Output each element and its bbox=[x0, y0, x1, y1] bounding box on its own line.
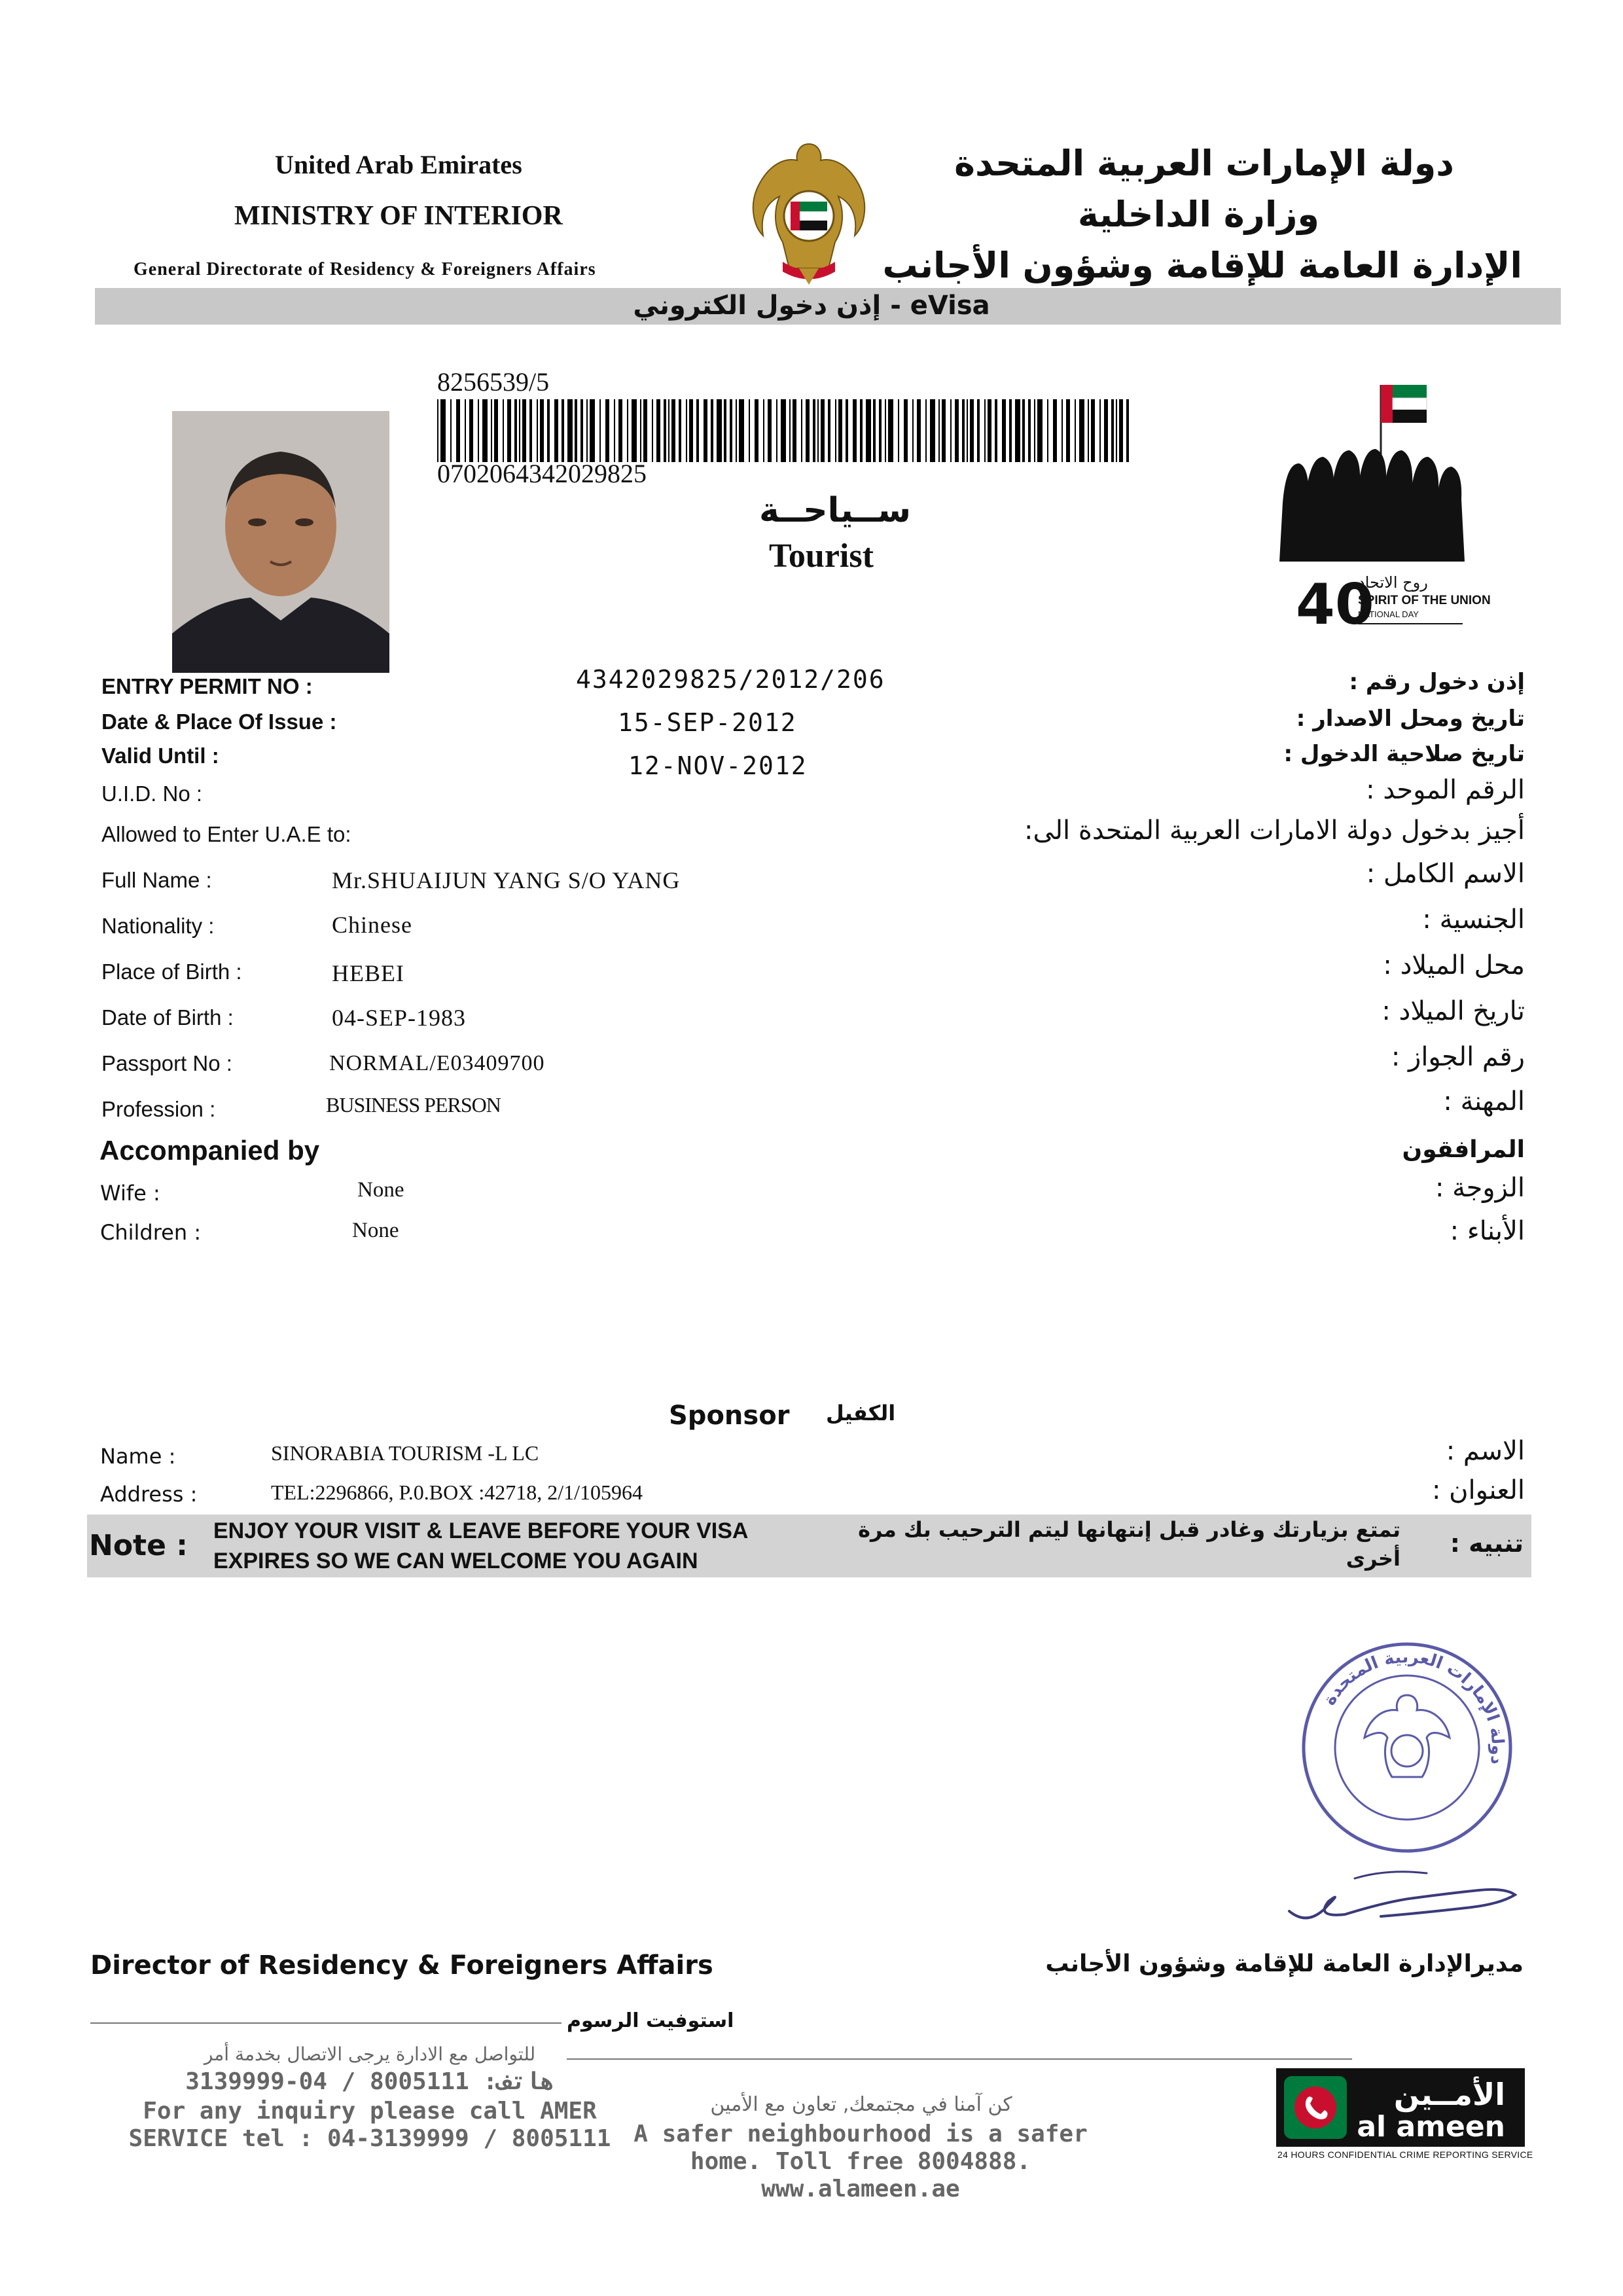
passport-label-ar: رقم الجواز : bbox=[1391, 1042, 1525, 1072]
barcode-bar bbox=[567, 399, 573, 462]
wife-value: None bbox=[357, 1178, 404, 1202]
note-label-ar: تنبيه : bbox=[1450, 1529, 1524, 1558]
barcode-bar bbox=[755, 399, 758, 462]
barcode-bar bbox=[711, 399, 713, 462]
children-value: None bbox=[352, 1219, 399, 1242]
spirit-arabic: روح الاتحاد bbox=[1358, 573, 1428, 592]
wife-label-ar: الزوجة : bbox=[1435, 1173, 1525, 1203]
barcode-bar bbox=[860, 399, 863, 462]
barcode-bar bbox=[1022, 399, 1025, 462]
barcode-bar bbox=[586, 399, 588, 462]
barcode-bar bbox=[988, 399, 991, 462]
barcode-bar bbox=[736, 399, 737, 462]
barcode-bar bbox=[806, 399, 810, 462]
barcode-top-number: 8256539/5 bbox=[437, 367, 550, 397]
alameen-logo bbox=[1276, 2068, 1525, 2147]
barcode-bar bbox=[1075, 399, 1076, 462]
sponsor-title: Sponsor bbox=[669, 1401, 790, 1431]
barcode-bar bbox=[537, 399, 538, 462]
barcode-bar bbox=[1091, 399, 1095, 462]
barcode-bar bbox=[763, 399, 764, 462]
barcode-bar bbox=[671, 399, 675, 462]
children-label: Children : bbox=[100, 1220, 202, 1245]
accompanied-title: Accompanied by bbox=[99, 1135, 320, 1166]
accompanied-title-ar: المرافقون bbox=[1402, 1136, 1525, 1163]
sponsor-name-label-ar: الاسم : bbox=[1446, 1436, 1525, 1466]
director-title: Director of Residency & Foreigners Affairs bbox=[90, 1950, 713, 1981]
barcode-bar bbox=[482, 399, 488, 462]
header-ministry-en: MINISTRY OF INTERIOR bbox=[234, 201, 563, 231]
uae-emblem-icon bbox=[743, 137, 874, 288]
spirit-of-the-union-logo bbox=[1276, 372, 1491, 647]
barcode-bar bbox=[739, 399, 744, 462]
barcode-bar bbox=[938, 399, 940, 462]
stamp-ring-text: دولة الإمارات العربية المتحدة bbox=[1319, 1647, 1508, 1767]
barcode-bar bbox=[1088, 399, 1089, 462]
barcode-bar bbox=[632, 399, 637, 462]
header-directorate-en: General Directorate of Residency & Foreigners Affairs bbox=[134, 259, 596, 279]
full-name-label-ar: الاسم الكامل : bbox=[1366, 859, 1525, 889]
barcode-bar bbox=[912, 399, 914, 462]
entry-permit-label: ENTRY PERMIT NO : bbox=[101, 674, 313, 698]
barcode-bar bbox=[930, 399, 935, 462]
director-title-ar: مديرالإدارة العامة للإقامة وشؤون الأجانب bbox=[1045, 1950, 1524, 1977]
issue-date-value: 15-SEP-2012 bbox=[618, 708, 797, 737]
barcode-bar bbox=[1002, 399, 1006, 462]
valid-until-label: Valid Until : bbox=[101, 744, 219, 768]
passport-label: Passport No : bbox=[101, 1051, 232, 1075]
barcode-bar bbox=[977, 399, 980, 462]
alameen-slogan-ar: كن آمنا في مجتمعك, تعاون مع الأمين bbox=[710, 2093, 1012, 2116]
barcode-bar bbox=[873, 399, 876, 462]
barcode-bar bbox=[562, 399, 564, 462]
barcode-bar bbox=[853, 399, 857, 462]
barcode-bar bbox=[793, 399, 796, 462]
barcode-bar bbox=[529, 399, 532, 462]
barcode-bar bbox=[656, 399, 660, 462]
valid-until-value: 12-NOV-2012 bbox=[628, 751, 808, 780]
barcode-bar bbox=[925, 399, 927, 462]
barcode-bar bbox=[575, 399, 577, 462]
barcode-image bbox=[437, 399, 1136, 462]
barcode-bar bbox=[879, 399, 882, 462]
barcode-bar bbox=[1104, 399, 1108, 462]
spirit-subtext: NATIONAL DAY bbox=[1358, 609, 1419, 619]
barcode-bar bbox=[904, 399, 908, 462]
profession-label: Profession : bbox=[101, 1097, 216, 1121]
barcode-bar bbox=[866, 399, 871, 462]
issue-date-label: Date & Place Of Issue : bbox=[101, 709, 337, 734]
barcode-bar bbox=[962, 399, 965, 462]
barcode-bar bbox=[749, 399, 750, 462]
barcode-bar bbox=[1111, 399, 1114, 462]
note-label: Note : bbox=[89, 1529, 188, 1562]
barcode-bar bbox=[724, 399, 726, 462]
barcode-bar bbox=[1099, 399, 1101, 462]
profession-value: BUSINESS PERSON bbox=[326, 1093, 501, 1117]
barcode-bar bbox=[838, 399, 842, 462]
barcode-bar bbox=[942, 399, 946, 462]
children-label-ar: الأبناء : bbox=[1450, 1216, 1525, 1246]
allowed-label-ar: أجيز بدخول دولة الامارات العربية المتحدة الى: bbox=[1024, 816, 1525, 846]
footer-divider-right bbox=[567, 2058, 1352, 2060]
barcode-bar bbox=[1061, 399, 1063, 462]
date-of-birth-label: Date of Birth : bbox=[101, 1005, 234, 1030]
alameen-logo-en: al ameen bbox=[1357, 2110, 1505, 2144]
barcode-bar bbox=[1066, 399, 1070, 462]
note-text-line2: EXPIRES SO WE CAN WELCOME YOU AGAIN bbox=[213, 1549, 698, 1573]
sponsor-address-label: Address : bbox=[100, 1482, 198, 1507]
spirit-text: SPIRIT OF THE UNION bbox=[1358, 594, 1491, 607]
barcode-bar bbox=[828, 399, 830, 462]
barcode-bar bbox=[801, 399, 802, 462]
issue-date-label-ar: تاريخ ومحل الاصدار : bbox=[1296, 706, 1525, 732]
barcode-bar bbox=[1126, 399, 1129, 462]
barcode-bar bbox=[1079, 399, 1084, 462]
director-signature bbox=[1283, 1865, 1525, 1931]
footer-divider-left bbox=[90, 2022, 562, 2024]
barcode-bar bbox=[817, 399, 819, 462]
barcode-bar bbox=[1047, 399, 1048, 462]
barcode-bar bbox=[437, 399, 438, 462]
barcode-bar bbox=[664, 399, 666, 462]
barcode-bar bbox=[491, 399, 492, 462]
barcode-bar bbox=[950, 399, 952, 462]
barcode-bar bbox=[781, 399, 786, 462]
barcode-bar bbox=[1053, 399, 1057, 462]
barcode-bar bbox=[835, 399, 836, 462]
date-of-birth-value: 04-SEP-1983 bbox=[332, 1005, 467, 1031]
barcode-bar bbox=[967, 399, 968, 462]
barcode-bar bbox=[599, 399, 601, 462]
barcode-bar bbox=[1028, 399, 1031, 462]
barcode-bar bbox=[522, 399, 526, 462]
barcode-bar bbox=[955, 399, 959, 462]
alameen-tagline: 24 HOURS CONFIDENTIAL CRIME REPORTING SERVICE bbox=[1277, 2149, 1533, 2160]
visa-type-ar: ســياحــة bbox=[759, 491, 911, 530]
uid-label-ar: الرقم الموحد : bbox=[1366, 775, 1525, 805]
barcode-bar bbox=[580, 399, 583, 462]
full-name-label: Full Name : bbox=[101, 868, 212, 892]
date-of-birth-label-ar: تاريخ الميلاد : bbox=[1382, 996, 1525, 1026]
barcode-bar bbox=[478, 399, 479, 462]
barcode-bar bbox=[652, 399, 653, 462]
barcode-bar bbox=[1119, 399, 1123, 462]
barcode-bottom-number: 0702064342029825 bbox=[437, 459, 647, 488]
barcode-bar bbox=[547, 399, 550, 462]
barcode-bar bbox=[1009, 399, 1012, 462]
barcode-bar bbox=[494, 399, 498, 462]
barcode-bar bbox=[614, 399, 615, 462]
barcode-bar bbox=[984, 399, 986, 462]
place-of-birth-value: HEBEI bbox=[332, 960, 404, 986]
note-text-line1: ENJOY YOUR VISIT & LEAVE BEFORE YOUR VISA bbox=[213, 1518, 749, 1543]
barcode-bar bbox=[640, 399, 641, 462]
barcode-bar bbox=[450, 399, 452, 462]
barcode-bar bbox=[696, 399, 699, 462]
barcode-bar bbox=[590, 399, 595, 462]
barcode-bar bbox=[668, 399, 669, 462]
barcode-bar bbox=[730, 399, 732, 462]
barcode-bar bbox=[605, 399, 609, 462]
barcode-bar bbox=[456, 399, 460, 462]
profession-label-ar: المهنة : bbox=[1443, 1086, 1525, 1117]
amer-contact-en: For any inquiry please call AMER SERVICE tel : 04-3139999 / 8005111 bbox=[128, 2098, 611, 2152]
sponsor-name-label: Name : bbox=[100, 1444, 176, 1469]
barcode-bar bbox=[917, 399, 921, 462]
barcode-bar bbox=[689, 399, 693, 462]
passport-photo bbox=[172, 411, 389, 673]
sponsor-title-ar: الكفيل bbox=[826, 1401, 896, 1426]
barcode-bar bbox=[514, 399, 517, 462]
header-country-en: United Arab Emirates bbox=[275, 150, 522, 179]
barcode-bar bbox=[846, 399, 848, 462]
barcode-bar bbox=[618, 399, 622, 462]
valid-until-label-ar: تاريخ صلاحية الدخول : bbox=[1283, 741, 1525, 767]
barcode-bar bbox=[627, 399, 628, 462]
barcode-bar bbox=[1037, 399, 1043, 462]
wife-label: Wife : bbox=[100, 1181, 160, 1206]
passport-value: NORMAL/E03409700 bbox=[329, 1051, 545, 1075]
barcode-bar bbox=[1015, 399, 1020, 462]
barcode-bar bbox=[554, 399, 558, 462]
barcode-bar bbox=[717, 399, 722, 462]
fees-paid-ar: استوفيت الرسوم bbox=[567, 2009, 734, 2032]
sponsor-address-label-ar: العنوان : bbox=[1431, 1475, 1525, 1505]
barcode-bar bbox=[704, 399, 707, 462]
sponsor-address-value: TEL:2296866, P.0.BOX :42718, 2/1/105964 bbox=[271, 1480, 643, 1504]
nationality-value: Chinese bbox=[332, 912, 412, 938]
amer-contact-ar: للتواصل مع الادارة يرجى الاتصال بخدمة أمر bbox=[204, 2043, 536, 2065]
barcode-bar bbox=[970, 399, 974, 462]
barcode-bar bbox=[440, 399, 446, 462]
barcode-bar bbox=[1034, 399, 1035, 462]
official-stamp-seal bbox=[1299, 1640, 1515, 1856]
barcode-bar bbox=[888, 399, 893, 462]
note-text-ar-line1: تمتع بزيارتك وغادر قبل إنتهانها ليتم الترحيب بك مرة bbox=[858, 1517, 1400, 1542]
barcode-bar bbox=[469, 399, 473, 462]
barcode-bar bbox=[768, 399, 772, 462]
entry-permit-label-ar: إذن دخول رقم : bbox=[1349, 669, 1525, 695]
alameen-logo-ar: الأمــين bbox=[1393, 2077, 1505, 2112]
evisa-title: إذن دخول الكتروني - eVisa bbox=[633, 291, 990, 321]
header-ministry-ar: وزارة الداخلية bbox=[1077, 194, 1319, 235]
uid-label: U.I.D. No : bbox=[101, 781, 203, 806]
note-text-ar-line2: أخرى bbox=[1346, 1546, 1400, 1571]
barcode-bar bbox=[821, 399, 825, 462]
barcode-bar bbox=[519, 399, 520, 462]
barcode-bar bbox=[885, 399, 886, 462]
barcode-bar bbox=[686, 399, 687, 462]
place-of-birth-label: Place of Birth : bbox=[101, 960, 242, 984]
barcode-bar bbox=[995, 399, 997, 462]
header-directorate-ar: الإدارة العامة للإقامة وشؤون الأجانب bbox=[882, 245, 1522, 286]
barcode-bar bbox=[813, 399, 815, 462]
barcode-bar bbox=[540, 399, 544, 462]
place-of-birth-label-ar: محل الميلاد : bbox=[1383, 950, 1525, 980]
nationality-label: Nationality : bbox=[101, 914, 215, 938]
header-country-ar: دولة الإمارات العربية المتحدة bbox=[954, 143, 1454, 184]
barcode-bar bbox=[789, 399, 791, 462]
barcode-bar bbox=[503, 399, 504, 462]
alameen-slogan-en: A safer neighbourhood is a safer home. Toll free 8004888. www.alameen.ae bbox=[633, 2121, 1088, 2202]
barcode-bar bbox=[898, 399, 899, 462]
barcode-bar bbox=[507, 399, 511, 462]
amer-phone: هاتف: 8005111 / 04-3139999 bbox=[185, 2068, 554, 2095]
barcode-bar bbox=[643, 399, 647, 462]
barcode-bar bbox=[465, 399, 466, 462]
barcode-bar bbox=[679, 399, 681, 462]
barcode-bar bbox=[776, 399, 777, 462]
entry-permit-value: 4342029825/2012/206 bbox=[576, 665, 885, 694]
barcode-bar bbox=[1116, 399, 1117, 462]
allowed-label: Allowed to Enter U.A.E to: bbox=[101, 822, 351, 846]
visa-type-en: Tourist bbox=[769, 537, 874, 575]
nationality-label-ar: الجنسية : bbox=[1422, 905, 1525, 935]
full-name-value: Mr.SHUAIJUN YANG S/O YANG bbox=[332, 867, 681, 893]
sponsor-name-value: SINORABIA TOURISM -L LC bbox=[271, 1441, 539, 1465]
spirit-number: 40 bbox=[1296, 572, 1374, 637]
